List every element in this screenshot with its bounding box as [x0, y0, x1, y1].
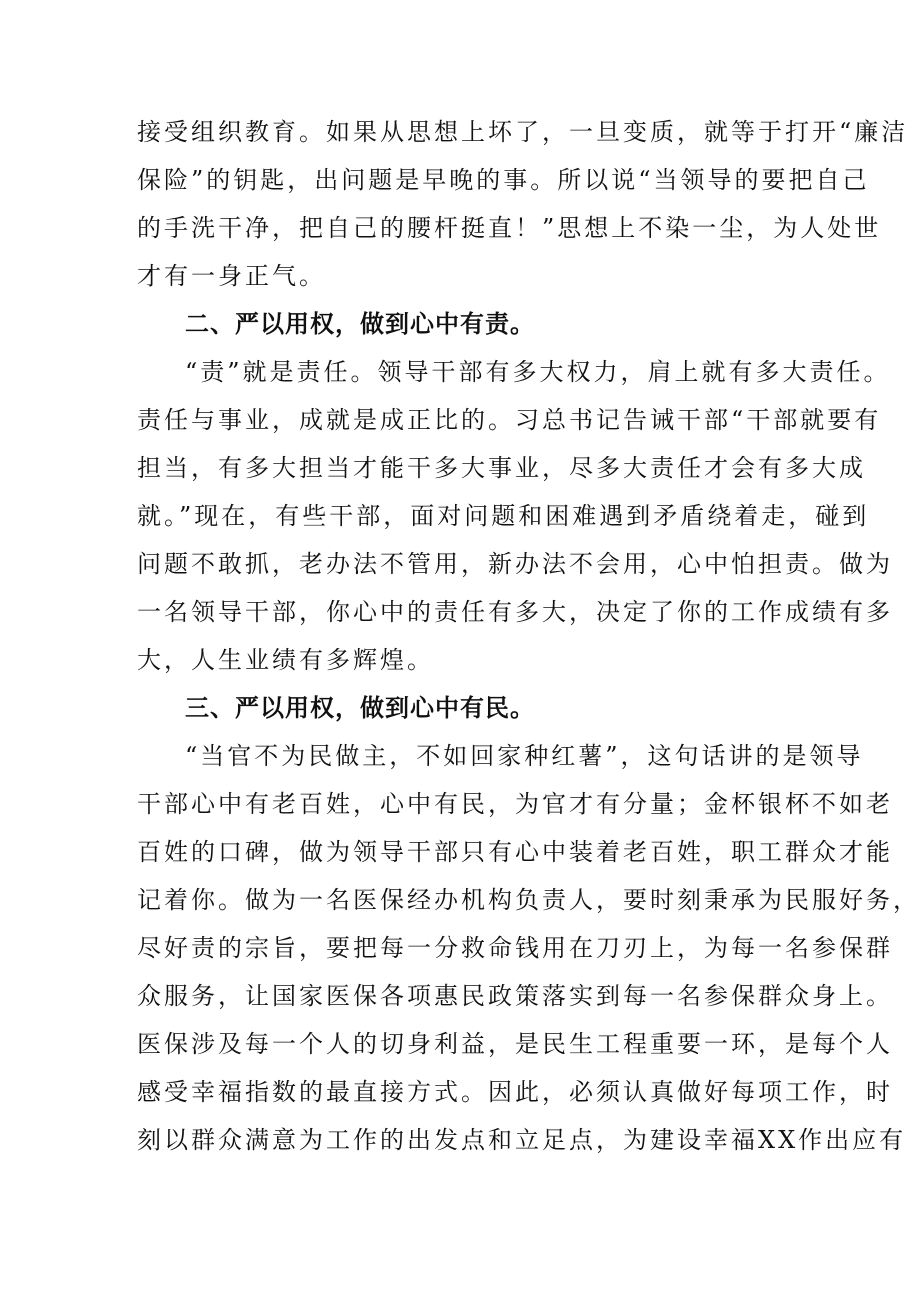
- paragraph-line: 感受幸福指数的最直接方式。因此，必须认真做好每项工作，时: [137, 1078, 893, 1106]
- paragraph-line: 众服务，让国家医保各项惠民政策落实到每一名参保群众身上。: [137, 982, 893, 1010]
- document-body: [137, 108, 920, 1164]
- paragraph-line: 的手洗干净，把自己的腰杆挺直！”思想上不染一尘，为人处世: [137, 214, 882, 242]
- paragraph-line: 医保涉及每一个人的切身利益，是民生工程重要一环，是每个人: [137, 1030, 893, 1058]
- paragraph-line: 就。”现在，有些干部，面对问题和困难遇到矛盾绕着走，碰到: [137, 502, 870, 530]
- paragraph-line: 记着你。做为一名医保经办机构负责人，要时刻秉承为民服好务，: [137, 886, 920, 914]
- paragraph-line: 责任与事业，成就是成正比的。习总书记告诫干部“干部就要有: [137, 406, 882, 434]
- paragraph-3: [137, 732, 920, 1164]
- section-heading-2: 二、严以用权，做到心中有责。: [185, 310, 535, 338]
- paragraph-line: 保险”的钥匙，出问题是早晚的事。所以说“当领导的要把自己: [137, 166, 870, 194]
- paragraph-line: 大，人生业绩有多辉煌。: [137, 646, 434, 674]
- paragraph-line: 才有一身正气。: [137, 262, 326, 290]
- paragraph-line: 接受组织教育。如果从思想上坏了，一旦变质，就等于打开“廉洁: [137, 118, 909, 146]
- paragraph-2: [137, 348, 893, 684]
- paragraph-line: 干部心中有老百姓，心中有民，为官才有分量；金杯银杯不如老: [137, 790, 893, 818]
- paragraph-line: 一名领导干部，你心中的责任有多大，决定了你的工作成绩有多: [137, 598, 893, 626]
- section-heading-3: 三、严以用权，做到心中有民。: [185, 694, 535, 722]
- paragraph-line: “当官不为民做主，不如回家种红薯”，这句话讲的是领导: [185, 742, 864, 770]
- paragraph-line: 担当，有多大担当才能干多大事业，尽多大责任才会有多大成: [137, 454, 866, 482]
- paragraph-line: 百姓的口碑，做为领导干部只有心中装着老百姓，职工群众才能: [137, 838, 893, 866]
- paragraph-line: “责”就是责任。领导干部有多大权力，肩上就有多大责任。: [185, 358, 891, 386]
- paragraph-line: 刻以群众满意为工作的出发点和立足点，为建设幸福XX作出应有: [137, 1126, 907, 1154]
- paragraph-line: 尽好责的宗旨，要把每一分救命钱用在刀刃上，为每一名参保群: [137, 934, 893, 962]
- paragraph-line: 问题不敢抓，老办法不管用，新办法不会用，心中怕担责。做为: [137, 550, 893, 578]
- paragraph-1: [137, 108, 909, 300]
